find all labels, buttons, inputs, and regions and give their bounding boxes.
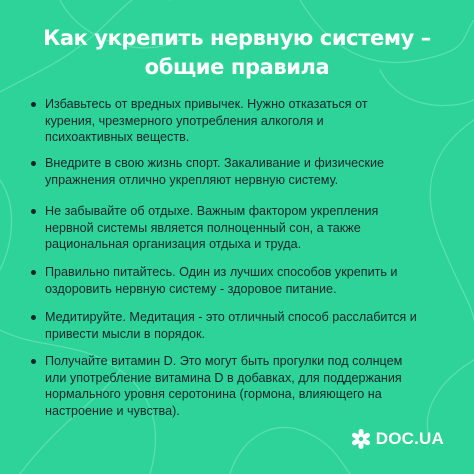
title-line-1: Как укрепить нервную систему –: [43, 26, 431, 50]
page-title: [20, 24, 454, 82]
asterisk-icon: [350, 428, 372, 450]
list-item-quit-habits: [28, 96, 448, 146]
bullet-dot: [31, 102, 36, 107]
title-line-2: общие правила: [144, 55, 330, 79]
bullet-dot: [31, 315, 36, 320]
logo-text: DOC.UA: [375, 429, 444, 448]
list-item-sport: [28, 155, 448, 188]
list-item-text: Медитируйте. Медитация - это отличный способ расслабится и привести мысли в порядок.: [45, 310, 417, 341]
list-item-text: Не забывайте об отдыхе. Важным фактором укрепления нервной системы является полноценный сон, а также рациональная организация отдыха и труда.: [45, 204, 379, 251]
bullet-dot: [31, 359, 36, 364]
list-item-text: Внедрите в свою жизнь спорт. Закаливание и физические упражнения отлично укрепляют нервную систему.: [45, 156, 385, 187]
list-item-rest: [28, 203, 448, 253]
list-item-text: Избавьтесь от вредных привычек. Нужно отказаться от курения, чрезмерного употребления алкоголя и психоактивных веществ.: [45, 97, 368, 144]
list-item-text: Получайте витамин D. Это могут быть прогулки под солнцем или употребление витамина D в добавках, для поддержания нормального уровня серотонина (гормона, влияющего на настроение и чувства).: [45, 354, 403, 418]
list-item-meditation: [28, 309, 448, 342]
list-item-vitamin-d: [28, 353, 448, 419]
list-item-nutrition: [28, 264, 448, 297]
bullet-dot: [31, 209, 36, 214]
bullet-dot: [31, 270, 36, 275]
doc-ua-logo: [350, 428, 444, 450]
list-item-text: Правильно питайтесь. Один из лучших способов укрепить и оздоровить нервную систему - здоровое питание.: [45, 265, 398, 296]
bullet-dot: [31, 161, 36, 166]
